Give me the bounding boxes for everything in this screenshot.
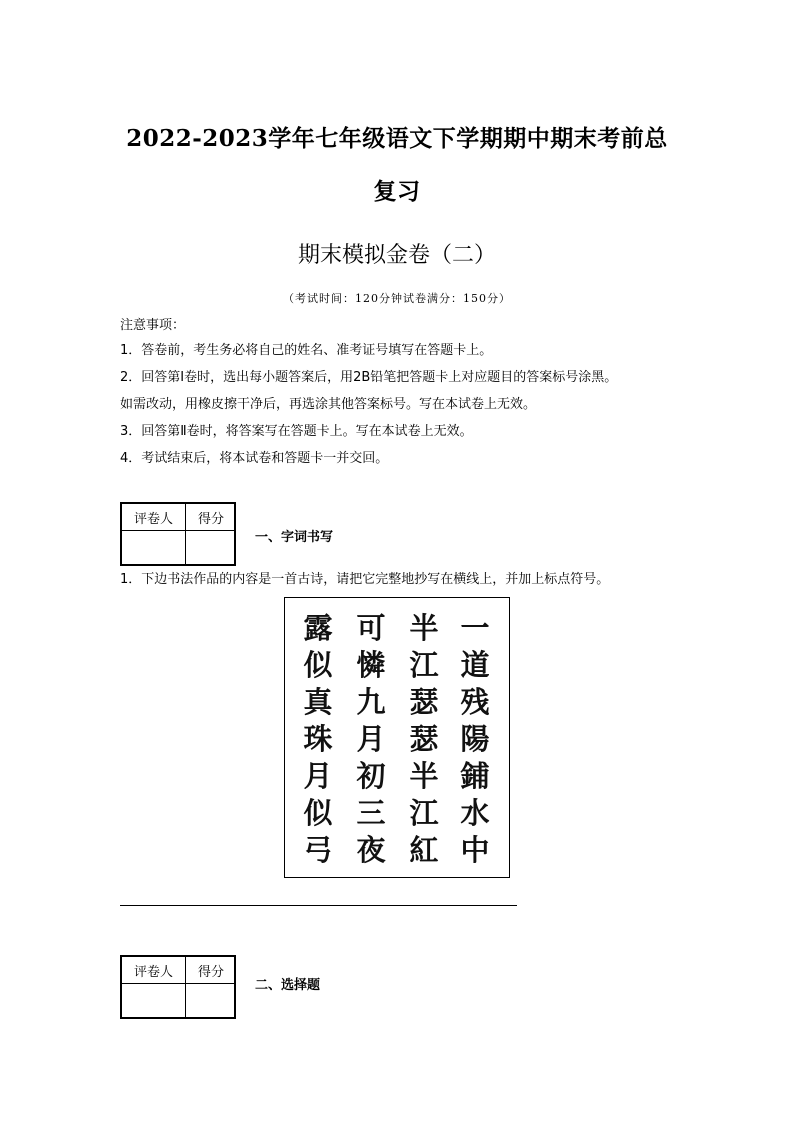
calligraphy-column xyxy=(406,610,442,869)
calligraphy-char: 三 xyxy=(356,796,386,830)
calligraphy-char: 瑟 xyxy=(409,722,439,756)
calligraphy-column xyxy=(457,610,493,869)
score-table-1 xyxy=(120,502,236,566)
calligraphy-char: 道 xyxy=(460,648,490,682)
calligraphy-char: 真 xyxy=(303,685,333,719)
calligraphy-box xyxy=(284,597,510,878)
answer-line[interactable] xyxy=(120,905,517,906)
exam-info: （考试时间：120分钟试卷满分：150分） xyxy=(283,292,511,305)
calligraphy-char: 弓 xyxy=(303,833,333,867)
reviewer-cell xyxy=(122,531,186,564)
note-item: 1．答卷前，考生务必将自己的姓名、准考证号填写在答题卡上。 xyxy=(120,343,493,358)
title-line-1: 2022-2023学年七年级语文下学期期中期末考前总 xyxy=(126,125,668,152)
calligraphy-char: 江 xyxy=(409,796,439,830)
note-item: 如需改动，用橡皮擦干净后，再选涂其他答案标号。写在本试卷上无效。 xyxy=(120,397,537,412)
calligraphy-char: 瑟 xyxy=(409,685,439,719)
calligraphy-column xyxy=(300,610,336,869)
calligraphy-char: 似 xyxy=(303,648,333,682)
reviewer-label: 评卷人 xyxy=(122,957,186,984)
calligraphy-char: 中 xyxy=(460,833,490,867)
calligraphy-char: 紅 xyxy=(409,833,439,867)
notes-heading: 注意事项： xyxy=(120,318,186,333)
reviewer-label: 评卷人 xyxy=(122,504,186,531)
calligraphy-char: 一 xyxy=(460,611,490,645)
score-cell xyxy=(186,984,236,1017)
calligraphy-char: 夜 xyxy=(356,833,386,867)
score-table-2 xyxy=(120,955,236,1019)
note-item: 2．回答第Ⅰ卷时，选出每小题答案后，用2B铅笔把答题卡上对应题目的答案标号涂黑。 xyxy=(120,370,618,385)
calligraphy-char: 憐 xyxy=(356,648,386,682)
score-label: 得分 xyxy=(186,504,236,531)
calligraphy-char: 江 xyxy=(409,648,439,682)
calligraphy-char: 陽 xyxy=(460,722,490,756)
score-cell xyxy=(186,531,236,564)
question-1: 1．下边书法作品的内容是一首古诗，请把它完整地抄写在横线上，并加上标点符号。 xyxy=(120,572,610,587)
title-line-2: 复习 xyxy=(373,178,421,205)
note-item: 3．回答第Ⅱ卷时，将答案写在答题卡上。写在本试卷上无效。 xyxy=(120,424,473,439)
notes-block xyxy=(120,316,680,476)
calligraphy-char: 残 xyxy=(460,685,490,719)
calligraphy-char: 月 xyxy=(303,759,333,793)
calligraphy-char: 半 xyxy=(409,759,439,793)
calligraphy-char: 九 xyxy=(356,685,386,719)
calligraphy-char: 似 xyxy=(303,796,333,830)
calligraphy-char: 珠 xyxy=(303,722,333,756)
note-item: 4．考试结束后，将本试卷和答题卡一并交回。 xyxy=(120,451,389,466)
calligraphy-column xyxy=(353,610,389,869)
section-title-2: 二、选择题 xyxy=(255,978,321,993)
calligraphy-char: 可 xyxy=(356,611,386,645)
calligraphy-char: 水 xyxy=(460,796,490,830)
calligraphy-char: 露 xyxy=(303,611,333,645)
calligraphy-char: 鋪 xyxy=(460,759,490,793)
score-label: 得分 xyxy=(186,957,236,984)
calligraphy-char: 半 xyxy=(409,611,439,645)
calligraphy-char: 月 xyxy=(356,722,386,756)
calligraphy-char: 初 xyxy=(356,759,386,793)
section-title-1: 一、字词书写 xyxy=(255,530,334,545)
reviewer-cell xyxy=(122,984,186,1017)
subtitle: 期末模拟金卷（二） xyxy=(297,243,496,268)
